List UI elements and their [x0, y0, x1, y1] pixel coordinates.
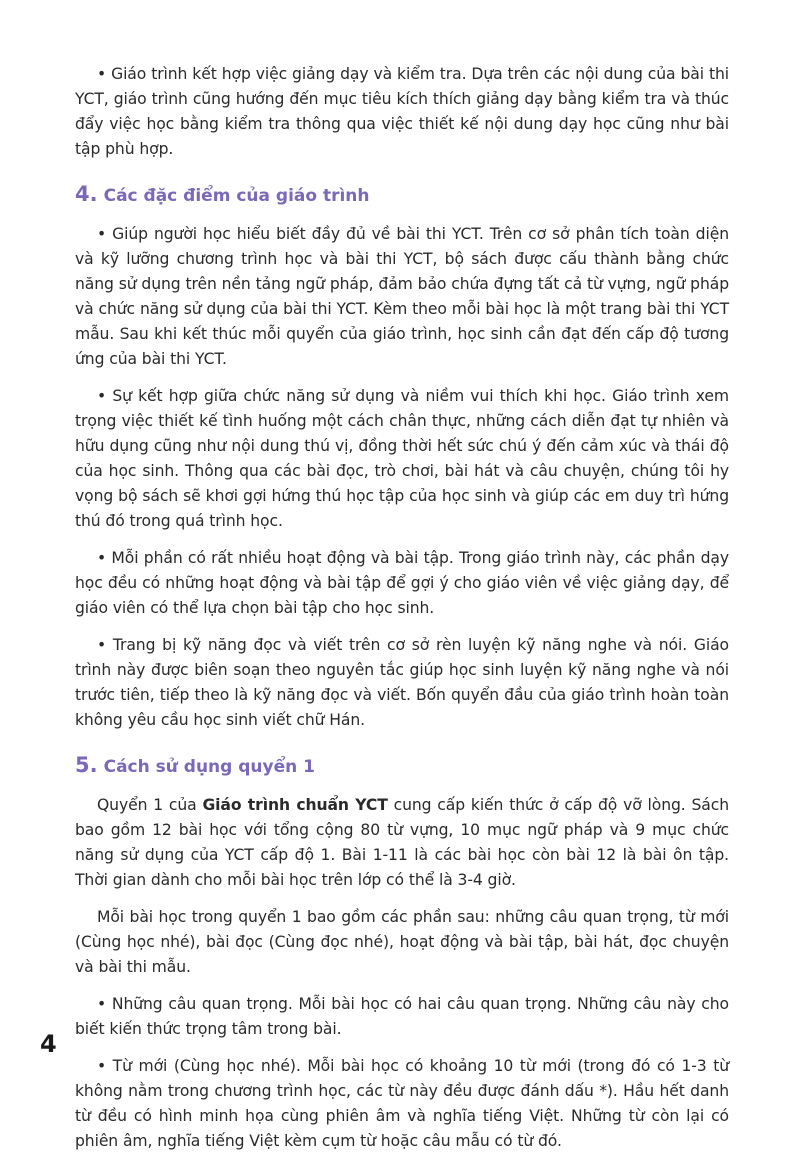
section-4-paragraph: • Mỗi phần có rất nhiều hoạt động và bài tập. Trong giáo trình này, các phần dạy học đều có những hoạt động và bài tập để gợi ý cho giáo viên về việc giảng dạy, để giáo viên có thể lựa chọn bài tập cho học sinh.	[75, 549, 729, 617]
section-5-intro-paragraph	[75, 793, 729, 893]
page-body	[75, 62, 729, 1166]
section-4-paragraph: • Sự kết hợp giữa chức năng sử dụng và niềm vui thích khi học. Giáo trình xem trọng việc thiết kế tình huống một cách chân thực, những cách diễn đạt tự nhiên và hữu dụng cũng như nội dung thú vị, đồng thời hết sức chú ý đến cảm xúc và thái độ của học sinh. Thông qua các bài đọc, trò chơi, bài hát và câu chuyện, chúng tôi hy vọng bộ sách sẽ khơi gợi hứng thú học tập của học sinh và giúp các em duy trì hứng thú đó trong quá trình học.	[75, 387, 729, 530]
section-4-title: Các đặc điểm của giáo trình	[103, 186, 370, 206]
section-5-paragraph: Mỗi bài học trong quyển 1 bao gồm các phần sau: những câu quan trọng, từ mới (Cùng học nhé), bài đọc (Cùng đọc nhé), hoạt động và bài tập, bài hát, đọc chuyện và bài thi mẫu.	[75, 908, 729, 976]
section-5-paragraph: • Những câu quan trọng. Mỗi bài học có hai câu quan trọng. Những câu này cho biết kiến thức trọng tâm trong bài.	[75, 995, 729, 1038]
section-5-paragraph: • Từ mới (Cùng học nhé). Mỗi bài học có khoảng 10 từ mới (trong đó có 1-3 từ không nằm trong chương trình học, các từ này đều được đánh dấu *). Hầu hết danh từ đều có hình minh họa cùng phiên âm và nghĩa tiếng Việt. Những từ còn lại có phiên âm, nghĩa tiếng Việt kèm cụm từ hoặc câu mẫu có từ đó.	[75, 1057, 729, 1150]
p1-suffix: cung cấp kiến thức ở cấp độ vỡ lòng. Sách bao gồm 12 bài học với tổng cộng 80 từ vựng, 10 mục ngữ pháp và 9 mục chức năng sử dụng của YCT cấp độ 1. Bài 1-11 là các bài học còn bài 12 là bài ôn tập. Thời gian dành cho mỗi bài học trên lớp có thể là 3-4 giờ.	[75, 796, 730, 889]
section-4-paragraph: • Giúp người học hiểu biết đầy đủ về bài thi YCT. Trên cơ sở phân tích toàn diện và kỹ lưỡng chương trình học và bài thi YCT, bộ sách được cấu thành bằng chức năng sử dụng trên nền tảng ngữ pháp, đảm bảo chứa đựng tất cả từ vựng, ngữ pháp và chức năng sử dụng của bài thi YCT. Kèm theo mỗi bài học là một trang bài thi YCT mẫu. Sau khi kết thúc mỗi quyển của giáo trình, học sinh cần đạt đến cấp độ tương ứng của bài thi YCT.	[75, 225, 729, 368]
section-5-number: 5.	[75, 753, 98, 777]
section-5-title: Cách sử dụng quyển 1	[103, 757, 315, 777]
intro-paragraph: • Giáo trình kết hợp việc giảng dạy và kiểm tra. Dựa trên các nội dung của bài thi YCT, giáo trình cũng hướng đến mục tiêu kích thích giảng dạy bằng kiểm tra và thúc đẩy việc học bằng kiểm tra thông qua việc thiết kế nội dung dạy học cũng như bài tập phù hợp.	[75, 65, 729, 158]
page-number: 4	[40, 1030, 57, 1058]
section-4-number: 4.	[75, 182, 98, 206]
section-4-heading	[75, 182, 729, 208]
book-title: Giáo trình chuẩn YCT	[202, 796, 388, 814]
section-5-heading	[75, 753, 729, 779]
section-4-paragraph: • Trang bị kỹ năng đọc và viết trên cơ sở rèn luyện kỹ năng nghe và nói. Giáo trình này được biên soạn theo nguyên tắc giúp học sinh luyện kỹ năng nghe và nói trước tiên, tiếp theo là kỹ năng đọc và viết. Bốn quyển đầu của giáo trình hoàn toàn không yêu cầu học sinh viết chữ Hán.	[75, 636, 729, 729]
p1-prefix: Quyển 1 của	[97, 796, 203, 814]
